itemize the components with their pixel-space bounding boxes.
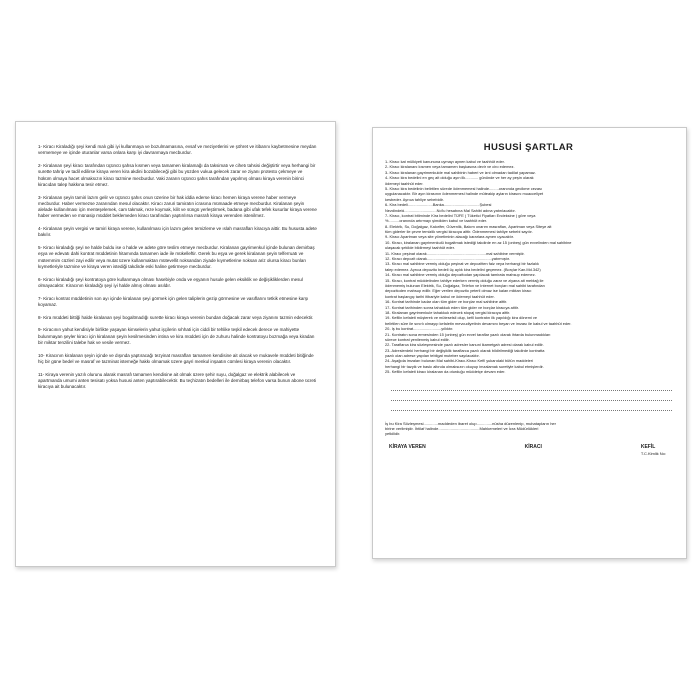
special-term-line: 9- Kiracı Apartman veya site yönetiminin alacağı kararlara aynen uyacaktır. <box>385 235 514 240</box>
signature-landlord <box>389 444 426 456</box>
special-term-line: Nezdindeki..............................No'lu hesabına Mal Sahibi adına yatırılacaktır. <box>385 208 516 213</box>
special-term-line: 20- İş bu kontrat..........................yıllıktır. <box>385 327 454 332</box>
clause-1: 1- Kiracı Kiraladığı şeyi kendi malı gibi iyi kullanmaya ve bozulmamasına, evsaf ve meziyetlerini ve şöhret ve itibarını kaybetmesine meydan vermemeye ve içinde oturanlar varsa onlara karşı iyi davranmaya mecburdur. <box>38 144 317 156</box>
guarantor-id-label: T.C.Kimlik No: <box>640 450 666 456</box>
special-term-line: 23- Adreslerdeki herhangi bir değişiklik taraflarca yazılı olarak bildirilmediği takdirde kontratta <box>385 348 545 353</box>
special-term-line: 12- Kiracı depozit olarak............................................................yatırmıştır. <box>385 257 510 262</box>
special-term-line: 25- Kefilin kefaleti kiracı kiralanan da oturduğu müddetçe devam eder. <box>385 370 506 375</box>
special-term-line: 3- Kiracı kiralanan gayrimenkulde mal sahibinin haberi ve izni olmadan tadilat yapamaz. <box>385 170 536 175</box>
signature-row <box>385 444 672 456</box>
tenant-label: KİRACI <box>524 443 542 450</box>
special-term-line: herhangi bir tazyik ve baskı altında olmaksızın okuyup imzalamak suretiyle kabul etmişlerdir. <box>385 364 544 369</box>
special-term-line: 5- Kiracı kira bedelinin belirtilen sürede ödenmemesi halinde.........oranında gecikme cezası <box>385 186 543 191</box>
special-term-line: depozitoden mahsup edilir. Eğer verilen depozito yeterli olmaz ise kalan miktarı kiracı <box>385 289 532 294</box>
clause-5: 5- Kiracı kiraladığı şeyi ne halde buldu ise o halde ve adete göre teslim etmeye mecburdur. Kiralanan gayrimenkul içinde bulunan demirbaş eşya ve edevatı dahi kontrat müddetinin hitamında tamamen iade ile mükelleftir. Gerek bu eşya ve gerek kiralanan şeyin telferruatı ve mütemmim cüzleri zayi edilir veya mutat üzere kullanmaktan mütevellit noksandan ziyade kıymetlerine noksan ariz olursa kiracı bunları kıymetleriyle tazmine ve kiraya veren istediği takdirde eski haline getirmeye mecburdur. <box>38 245 315 270</box>
closing-line: İş bu Kira Sözleşmesi.............maddeden ibaret olup..............nüsha düzenlenip, muhatapların her <box>385 420 556 426</box>
special-term-line: tüm giderler ile çevre temizlik vergisi kiracıya aittir. Ödenmemesi tahliye sebebi sayılır. <box>385 230 533 235</box>
signature-guarantor <box>641 444 666 456</box>
special-term-line: 14- Kiracı mal sahibine vermiş olduğu depozitodan yapılacak tamirata mahsup edemez. <box>385 273 536 278</box>
special-term-line: kontrat başlangıç tarihi itibariyle kabul ve ödemeyi taahhüt eder. <box>385 294 495 299</box>
special-term-line: uygulanacaktır. Bir ayın kirasının ödenmemesi halinde müteakip ayların kirasını muacceliyet <box>385 192 544 197</box>
clause-7: 7- Kiracı kontrat müddetinin son ayı içinde kiralanan şeyi görmek için gelen taliplerin gezip görmesine ve vasıflarını tetkik etmesine karşı koyamaz. <box>38 295 309 307</box>
special-term-line: 17- Kontrat tarihinden sonra tahakkuk eden tüm gider ve borçlar kiracıya aittir. <box>385 305 519 310</box>
special-terms-title: HUSUSİ ŞARTLAR <box>483 142 574 153</box>
special-term-line: ödemeyi taahhüt eder. <box>385 181 424 186</box>
special-term-line: sürece kontrat yenilenmiş kabul edilir. <box>385 337 450 342</box>
blank-line[interactable] <box>391 381 672 391</box>
special-term-line: 2- Kiracı kiralananı kısmen veya tamamen başkasına devir ve ciro edemez. <box>385 165 515 170</box>
special-term-line: 11- Kiracı peşinat olarak.......................................................mal sahibine vermiştir. <box>385 251 525 256</box>
special-term-line: 16- Kontrat tarihinde kadar olan tüm gider ve borçlar mal sahibine aittir. <box>385 300 508 305</box>
special-term-line: belirtilen süre ile sınırlı olmayıp kefaletin mevcudiyetinin devamını beyan ve imzası ile kabul ve taahhüt eder. <box>385 321 572 326</box>
special-terms-list <box>385 160 672 375</box>
special-term-line: ulaşacak şekilde bildirmeyi taahhüt eder. <box>385 246 455 251</box>
special-terms-sheet <box>372 127 687 559</box>
special-term-line: 1- Kiracı kat mülkiyeti kanununa uymayı aynen kabul ve taahhüt eder. <box>385 160 505 164</box>
clause-8: 8- Kira müddeti bittiği halde kiralanan şeyi bogaltmadığı surette kiracı kiraya verenin bundan doğacak zarar veya ziyanını tazmin edecektir. <box>38 314 314 320</box>
special-term-line: 13- Kiracı mal sahibine vermiş olduğu peşinat ve depozitten faiz veya herhangi bir fazlalık <box>385 262 539 267</box>
clause-9: 9- Kiracının yahut kendisiyle birlikte yaşayan kimselerin yahut işçilerin sıhhati için ciddi bir tehlike teşkil edecek derece ve mahiyette bulunmayan şeyler kiracı için kiralanan şeyin kesilmesinden intina ve kira müddeti için de zuhuru halinde kontratoyu bozmağa veya kiradan bir miktar tenzilini talebe hak ve vesile vermez. <box>38 327 315 345</box>
closing-statement <box>385 421 672 436</box>
special-term-line: 10- Kiracı, kiralanan gayrimenkulü bogaltmak istediği takdirde en az 15 (onbeş) gün evvelinden mal sahibine <box>385 240 572 245</box>
clause-2: 2- Kiralanan şeyi kiracı tarafından üçüncü şahsa kısmen veya tamamen kiralamağı da taksimatı ve cihetı tahsisi değiştirtir veya herhangi bir surette tahrip ve tadil edilirse kiraya veren kira akdini bozabileceği gibi bu yüzden vukua gelecek zarar ve ziyanı protesto çekmeye ve hüküm olmaya hacet olmaksızın kiracı tazmine mecburdur. Vaki zararın üçüncü şahıs tarafından yapılmış olması kiraya verenin birinci kiracıdan talep hakkına tesir etmez. <box>38 162 316 187</box>
general-terms-sheet <box>15 121 336 567</box>
special-term-line: 21- Kontratın sona ermesinden 15 (onbeş) gün evvel taraflar yazılı olarak ihtarda bulunmadıkları <box>385 332 551 337</box>
clause-6: 6- Kiracı kiraladığı şeyi kontratoya göre kullanmaya olması hasebiyle onda ve eşyanın husule gelen eksiklik ve değişikliklerden mesul olmayacaktır. Kiracının kiraladığı şeyi iyi halde almış olması asıldır. <box>38 276 303 288</box>
special-term-line: 4- Kiracı kira bedelini en geç ait olduğu ayın ilk............ gününde ve her ay peşin olarak <box>385 176 534 181</box>
blank-line[interactable] <box>391 401 672 411</box>
special-term-line: 19- Kefilin kefaleti müşterek ve müteselsil olup, kefil kontratın ilk yapıldığı kira dönemi ve <box>385 316 538 321</box>
special-term-line: 24- Aşağıda imzaları bulunan Mal sahibi-Kiracı-Kiracı Kefil yukarıdaki bütün maddeleri <box>385 359 533 364</box>
closing-line: birine verilmiştir. İhtilaf halinde.....................................Mahkemeleri ve İcra Müdürlükleri <box>385 425 539 431</box>
clause-10: 10- Kiracının kiralanan şeyin içinde ve dışında yaptıracağı tezyinat masrafları tamamen kendisine ait olacak ve mukavele müddeti bitiğinde hiç bir güne bedel ve masraf ve tazminat istemeğe hakkı olmamak üzere gayri menkul inşaatın cümlesi kiraya verenin olacaktır. <box>38 352 314 364</box>
special-term-line: talep edemez. Ayrıca depozito bedeli üç aylık kira bedelini geçemez. (Borçlar Kan.Md.342) <box>385 267 541 272</box>
landlord-label: KİRAYA VEREN <box>389 443 426 450</box>
special-term-line: kesbeder. Ayrıca tahliye sebebidir. <box>385 197 444 202</box>
special-term-line: 7- Kiracı, kontrat bitiminde Kira bedelini TÜFE ( Tüketici Fiyatları Endeksine ) göre veya <box>385 213 536 218</box>
closing-line: yetkilidir. <box>385 430 401 436</box>
special-term-line: ödenmemiş bulunan Elektrik, Su, Doğalgaz, Telefon ve İnternet borçları mal sahibi tarafından <box>385 283 545 288</box>
blank-lines-area <box>385 381 672 411</box>
special-term-line: 18- Kiralanan gayrimenkule tahakkuk edecek stopaj vergisi kiracıya aittir. <box>385 310 511 315</box>
blank-line[interactable] <box>391 391 672 401</box>
clause-3: 3- Kiralanan şeyin tamiri lazım gelir ve üçüncü şahıs onun üzerine bir hak iddia ederse kiracı hemen kiraya verene haber vermeye mecburdur. Haber vermezse zararından mesul olacaktır. Kiracı zaruri tamiratın icrasına mümaade etmeye mecburdur. Kiralanan şeyin alelade kullanılması için menteşelemek, cam takmak, reze koymak, kilit ve süngü yerleştirmek, badana gibi ufak tefek kusurlar kiraya verene haber vermeden ve münasip müddet beklemeden kiracı tarafından yaptırılırsa masrafı kiraya verenden istenilmez. <box>38 194 317 219</box>
special-term-line: 6- Kira bedeli.......................Banka.................................Şubesi <box>385 203 492 208</box>
signature-tenant <box>525 444 542 456</box>
special-term-line: %..........oranında artırmayı şimdiden kabul ve taahhüt eder. <box>385 219 488 224</box>
special-term-line: 22- Taraflarca kira sözleşmesinde yazılı adresler kanuni ikametgah adresi olarak kabul edilir. <box>385 343 544 348</box>
guarantor-label: KEFİL <box>640 443 656 450</box>
special-term-line: 8- Elektrik, Su, Doğalgaz, Kalorifer, Güvenlik, Bakım onarım masrafları, Apartman veya Siteye ait <box>385 224 552 229</box>
clause-4: 4- Kiralanan şeyin vergisi ve tamiri kiraya verene, kullanılması için lazım gelen temizleme ve ıslah masrafları kiracıya aittir. Bu hususta adete bakılır. <box>38 226 317 238</box>
special-term-line: 15- Kiracı, kontrat müddetinden tahliye ederken vermiş olduğu zarar ve ziyana ait meblağ ile <box>385 278 544 283</box>
special-term-line: yazılı olan adrese yapılan tebligat muteber sayılacaktır. <box>385 354 480 359</box>
clause-11: 11- Kiraya verenin yazılı olurunu alarak masrafı tamamen kendisine ait olmak üzere şehir suyu, doğalgaz ve elektrik alabilecek ve apartmanda umumi anten tesisatı yoksa hususi anten yaptırabilecektir. Bu teçhizatın bedelleri ile demirbaş telefon varsa bunun abone ücreti kiracıya ait bulunacaktır. <box>38 371 317 390</box>
